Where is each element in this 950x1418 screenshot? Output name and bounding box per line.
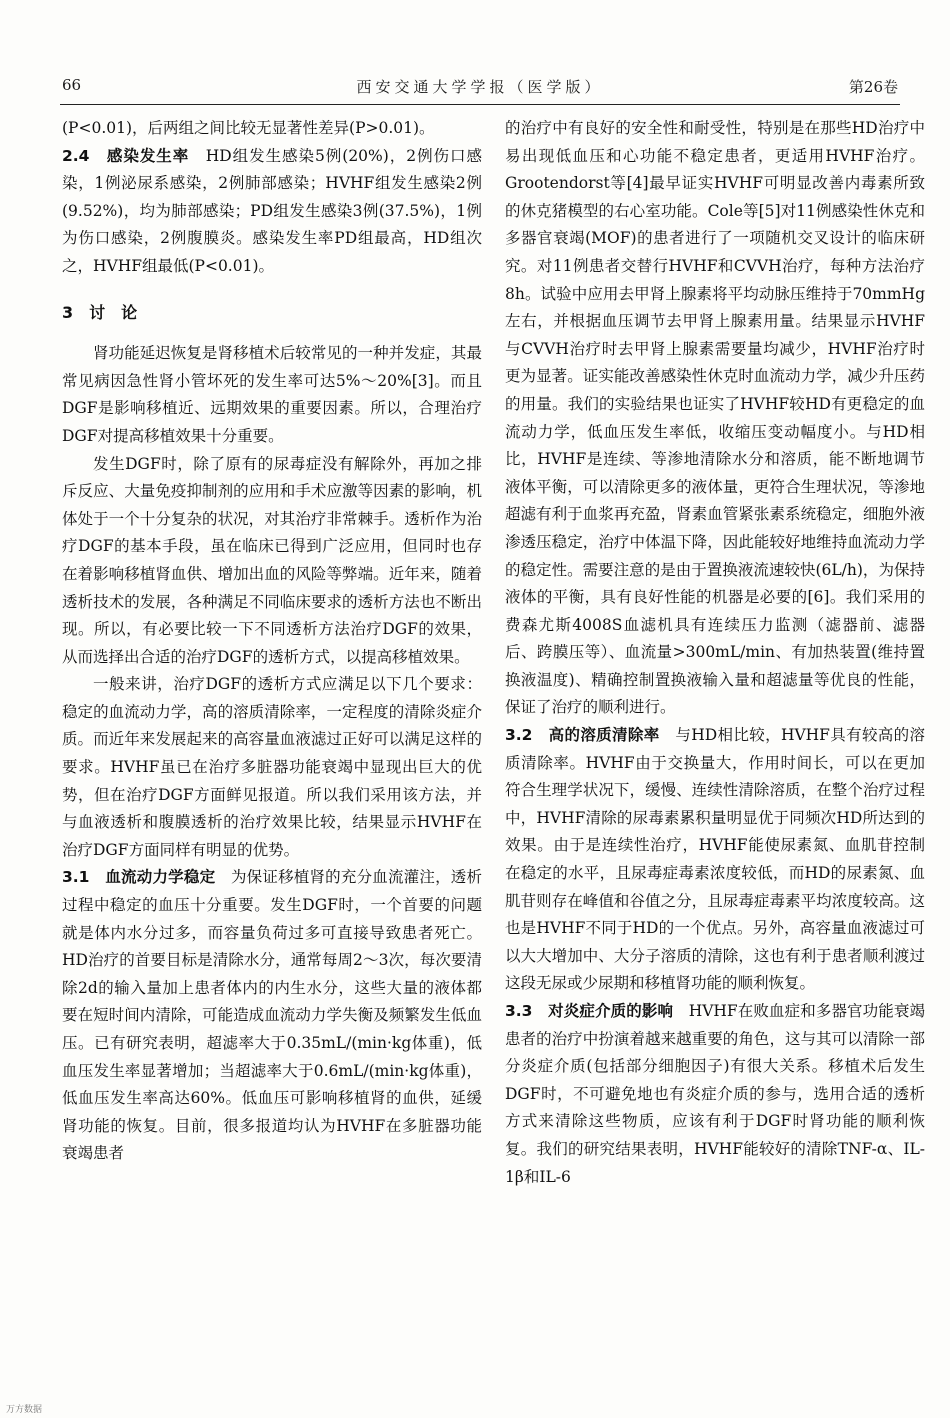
subsection-title: 2.4 感染发生率 xyxy=(62,146,190,165)
subsection-body: HVHF在败血症和多器官功能衰竭患者的治疗中扮演着越来越重要的角色，这与其可以清除一部分炎症介质(包括部分细胞因子)有很大关系。移植术后发生DGF时，不可避免地也有炎症介质的参与，选用合适的透析方式来清除这些物质，应该有利于DGF时肾功能的顺利恢复。我们的研究结果表明，HVHF能较好的清除TNF-α、IL-1β和IL-6 xyxy=(505,1002,926,1186)
discussion-paragraph-2: 发生DGF时，除了原有的尿毒症没有解除外，再加之排斥反应、大量免疫抑制剂的应用和手术应激等因素的影响，机体处于一个十分复杂的状况，对其治疗非常棘手。透析作为治疗DGF的基本手段，虽在临床已得到广泛应用，但同时也存在着影响移植肾血供、增加出血的风险等弊端。近年来，随着透析技术的发展，各种满足不同临床要求的透析方法也不断出现。所以，有必要比较一下不同透析方法治疗DGF的效果，从而选择出合适的治疗DGF的透析方式，以提高移植效果。 xyxy=(62,454,482,666)
subsection-body: 为保证移植肾的充分血流灌注，透析过程中稳定的血压十分重要。发生DGF时，一个首要的问题就是体内水分过多，而容量负荷过多可直接导致患者死亡。HD治疗的首要目标是清除水分，通常每周2～3次，每次要清除2d的输入量加上患者体内的内生水分，这些大量的液体都要在短时间内清除，可能造成血流动力学失衡及频繁发生低血压。已有研究表明，超滤率大于0.35mL/(min·kg体重)，低血压发生率显著增加；当超滤率大于0.6mL/(min·kg体重)，低血压发生率高达60%。低血压可影响移植肾的血供，延缓肾功能的恢复。目前，很多报道均认为HVHF在多脏器功能衰竭患者 xyxy=(62,868,482,1163)
subsection-title: 3.2 高的溶质清除率 xyxy=(505,726,660,745)
subsection-body: HD组发生感染5例(20%)，2例伤口感染，1例泌尿系感染，2例肺部感染；HVHF组发生感染2例(9.52%)，均为肺部感染；PD组发生感染3例(37.5%)，1例为伤口感染，2例腹膜炎。感染发生率PD组最高，HD组次之，HVHF组最低(P<0.01)。 xyxy=(62,146,482,275)
section-3-2 xyxy=(505,722,925,998)
subsection-title: 3.1 血流动力学稳定 xyxy=(62,868,216,887)
right-column xyxy=(505,115,925,1191)
section-heading-discussion: 3 讨 论 xyxy=(62,302,138,322)
discussion-paragraph-1: 肾功能延迟恢复是肾移植术后较常见的一种并发症，其最常见病因急性肾小管坏死的发生率可达5%～20%[3]。而且DGF是影响移植近、远期效果的重要因素。所以，合理治疗DGF对提高移植效果十分重要。 xyxy=(62,344,482,445)
section-3-1 xyxy=(62,864,482,1168)
continued-paragraph: 的治疗中有良好的安全性和耐受性，特别是在那些HD治疗中易出现低血压和心功能不稳定患者，更适用HVHF治疗。Grootendorst等[4]最早证实HVHF可明显改善内毒素所致的休克猪模型的右心室功能。Cole等[5]对11例感染性休克和多器官衰竭(MOF)的患者进行了一项随机交叉设计的临床研究。对11例患者交替行HVHF和CVVH治疗，每种方法治疗8h。试验中应用去甲肾上腺素将平均动脉压维持于70mmHg左右，并根据血压调节去甲肾上腺素用量。结果显示HVHF与CVVH治疗时去甲肾上腺素需要量均减少，HVHF治疗时更为显著。证实能改善感染性休克时血流动力学，减少升压药的用量。我们的实验结果也证实了HVHF较HD有更稳定的血流动力学，低血压发生率低，收缩压变动幅度小。与HD相比，HVHF是连续、等渗地清除水分和溶质，能不断地调节液体平衡，可以清除更多的液体量，更符合生理状况，等渗地超滤有利于血浆再充盈，肾素血管紧张素系统稳定，细胞外液渗透压稳定，治疗中体温下降，因此能较好地维持血流动力学的稳定性。需要注意的是由于置换液流速较快(6L/h)，为保持液体的平衡，具有良好性能的机器是必要的[6]。我们采用的费森尤斯4008S血滤机具有连续压力监测（滤器前、滤器后、跨膜压等）、血流量>300mL/min、有加热装置(维持置换液温度)、精确控制置换液输入量和超滤量等优良的性能，保证了治疗的顺利进行。 xyxy=(505,119,925,717)
header-rule xyxy=(60,104,900,105)
continued-paragraph: (P<0.01)，后两组之间比较无显著性差异(P>0.01)。 xyxy=(62,119,435,137)
section-2-4 xyxy=(62,143,482,281)
section-3-3 xyxy=(505,998,925,1191)
discussion-paragraph-3: 一般来讲，治疗DGF的透析方式应满足以下几个要求：稳定的血流动力学，高的溶质清除率，一定程度的清除炎症介质。而近年来发展起来的高容量血液滤过正好可以满足这样的要求。HVHF虽已在治疗多脏器功能衰竭中显现出巨大的优势，但在治疗DGF方面鲜见报道。所以我们采用该方法，并与血液透析和腹膜透析的治疗效果比较，结果显示HVHF在治疗DGF方面同样有明显的优势。 xyxy=(62,675,482,859)
page-number: 66 xyxy=(62,76,82,94)
volume-label: 第26卷 xyxy=(848,78,898,96)
subsection-body: 与HD相比较，HVHF具有较高的溶质清除率。HVHF由于交换量大，作用时间长，可以在更加符合生理学状况下，缓慢、连续性清除溶质，在整个治疗过程中，HVHF清除的尿毒素累积量明显优于同频次HD所达到的效果。由于是连续性治疗，HVHF能使尿素氮、血肌苷控制在稳定的水平，且尿毒症毒素浓度较低，而HD的尿素氮、血肌苷则存在峰值和谷值之分，且尿毒症毒素平均浓度较高。这也是HVHF不同于HD的一个优点。另外，高容量血液滤过可以大大增加中、大分子溶质的清除，这也有利于患者顺利渡过这段无尿或少尿期和移植肾功能的顺利恢复。 xyxy=(505,726,925,993)
page-header xyxy=(62,76,898,102)
left-column xyxy=(62,115,482,1168)
watermark-footer: 万方数据 xyxy=(6,1405,43,1415)
subsection-title: 3.3 对炎症介质的影响 xyxy=(505,1002,674,1020)
journal-title: 西安交通大学学报（医学版） xyxy=(356,78,604,96)
